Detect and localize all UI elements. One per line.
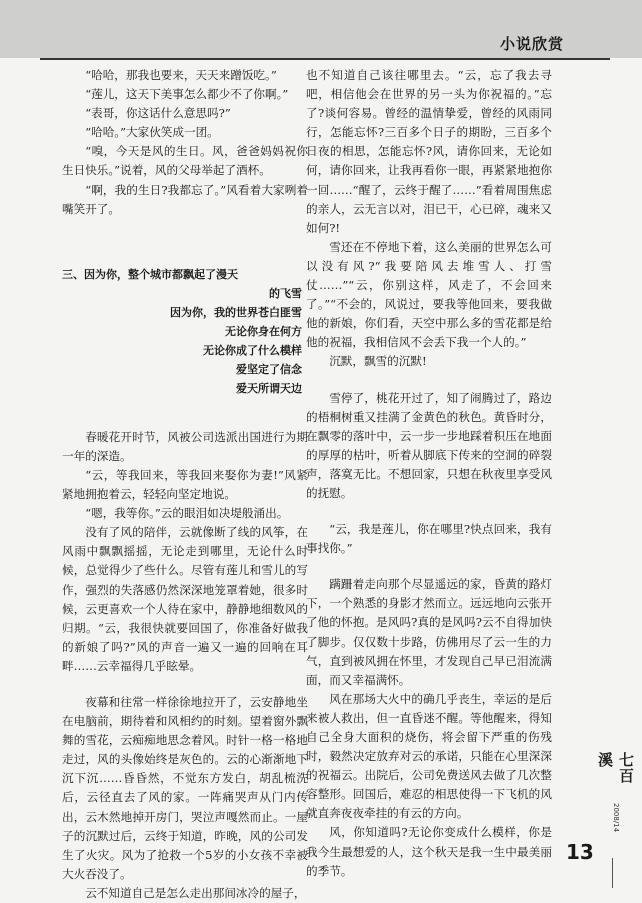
paragraph: “莲儿，这天下美事怎么都少不了你啊。”: [85, 87, 289, 102]
paragraph: 夜幕和往常一样徐徐地拉开了，云安静地坐在电脑前，期待着和风相约的时刻。望着窗外飘舞的雪花，云痴痴地思念着风。时针一格一格地走过，风的头像始终是灰色的。云的心渐渐地下沉下沉……昏昏然，不觉东方发白，胡乱梳洗后，云径直去了风的家。一阵痛哭声从门内传出，云木然地掉开房门，哭泣声嘎然而止。一屋子的沉默过后，云终于知道，昨晚，风的公司发生了火灾。风为了抢救一个5岁的小女孩不幸被大火吞没了。: [62, 694, 308, 881]
paragraph: 也不知道自己该往哪里去。“云，忘了我去寻吧，相信他会在世界的另一头为你祝福的。”忘了?谈何容易。曾经的温情挚爱，曾经的风雨同行，怎能忘怀?三百多个日子的期盼，三百多个日夜的相思，怎能忘怀?风，请你回来，无论如何，请你回来，让我再看你一眼，再紧紧地抱你一回……“醒了，云终于醒了……”看着周围焦虑的亲人，云无言以对，泪已干，心已碎，魂来又如何?!: [306, 68, 552, 235]
heading-line: 因为你，我的世界苍白匪雪: [170, 305, 302, 319]
page-edge-mark: [612, 858, 627, 888]
paragraph: “啊，我的生日?我都忘了。”风看着大家咧着嘴笑开了。: [62, 182, 308, 216]
paragraph: 没有了风的陪伴，云就像断了线的风筝，在风雨中飘飘摇摇，无论走到哪里，无论什么时候，总觉得少了些什么。尽管有莲儿和雪儿的写作，强烈的失落感仍然深深地笼罩着她，很多时候，云更喜欢一个人待在家中，静静地细数风的归期。“云，我很快就要回国了，你准备好做我的新娘了吗?”风的声音一遍又一遍的回响在耳畔……云幸福得几乎眩晕。: [62, 525, 308, 673]
heading-line: 无论你身在何方: [225, 324, 302, 338]
paragraph: “嗯，我等你。”云的眼泪如决堤般涌出。: [85, 506, 289, 521]
page-number: 13: [566, 840, 594, 864]
paragraph: 蹒跚着走向那个尽显遥远的家，昏黄的路灯下，一个熟悉的身影才然而立。远远地向云张开了他的怀抱。是风吗?真的是风吗?云不自得加快了脚步。仅仅数十步路，仿佛用尽了云一生的力气，直到被风拥在怀里，才发现自己早已泪流满面，而又幸福满怀。: [306, 577, 552, 687]
magazine-sidebar-tab: [596, 752, 635, 832]
paragraph: 雪停了，桃花开过了，知了闹腾过了，路边的梧桐树重又挂满了金黄色的秋色。黄昏时分，在飘零的落叶中，云一步一步地踩着积压在地面的厚厚的枯叶，听着从脚底下传来的空洞的碎裂声，落寞无比。不想回家，只想在秋夜里享受风的抚慰。: [306, 390, 552, 500]
paragraph: “哈哈。”大家伙笑成一团。: [85, 125, 219, 140]
paragraph: 沉默，飘雪的沉默!: [329, 354, 427, 369]
right-column: [306, 66, 552, 881]
heading-line: 无论你成了什么模样: [203, 343, 302, 357]
paragraph: “哈哈，那我也要来，天天来蹭饭吃。”: [85, 68, 277, 82]
left-column: [62, 66, 308, 903]
paragraph: “表哥，你这话什么意思吗?”: [85, 106, 231, 121]
paragraph: 春暖花开时节，风被公司选派出国进行为期一年的深造。: [62, 429, 308, 463]
paragraph: 风，你知道吗?无论你变成什么模样，你是我今生最想爱的人，这个秋天是我一生中最美丽的季节。: [306, 825, 552, 878]
heading-line: 三、因为你，整个城市都飘起了漫天: [62, 267, 238, 281]
paragraph: 风在那场大火中的确几乎丧生，幸运的是后来被人救出，但一直昏迷不醒。等他醒来，得知自己全身大面积的烧伤，将会留下严重的伤残时，毅然决定放弃对云的承诺，只能在心里深深的祝福云。出院后，公司免费送风去做了几次整容整形。回国后，难忍的相思使得一下飞机的风就直奔夜夜牵挂的有云的方向。: [306, 691, 552, 821]
paragraph: “云，我是莲儿，你在哪里?快点回来，我有事找你。”: [306, 522, 552, 556]
magazine-brand: 七百溪: [596, 752, 635, 784]
heading-line: 爱坚定了信念: [236, 362, 302, 376]
section-title: 小说欣赏: [499, 35, 564, 53]
issue-date: 2008/14: [612, 802, 620, 832]
paragraph: “嗅，今天是风的生日。风，爸爸妈妈祝你生日快乐。”说着，风的父母举起了酒杯。: [62, 144, 308, 178]
heading-line: 的飞雪: [269, 286, 302, 300]
paragraph: 云不知道自己是怎么走出那间冰冷的屋子，: [85, 885, 306, 900]
paragraph: 雪还在不停地下着，这么美丽的世界怎么可以没有风?“我要陪风去堆雪人、打雪仗……”“云，你别这样，风走了，不会回来了。”“不会的，风说过，要我等他回来，要我做他的新娘，你们看，天空中那么多的雪花都是给他的祝福，我相信风不会丢下我一个人的。”: [306, 239, 552, 350]
chapter-heading: [62, 265, 308, 398]
heading-line: 爱天所谓天边: [236, 381, 302, 395]
paragraph: “云，等我回来，等我回来娶你为妻!”风紧紧地拥抱着云，轻轻向坚定地说。: [62, 467, 308, 502]
header-rule: [40, 58, 610, 60]
